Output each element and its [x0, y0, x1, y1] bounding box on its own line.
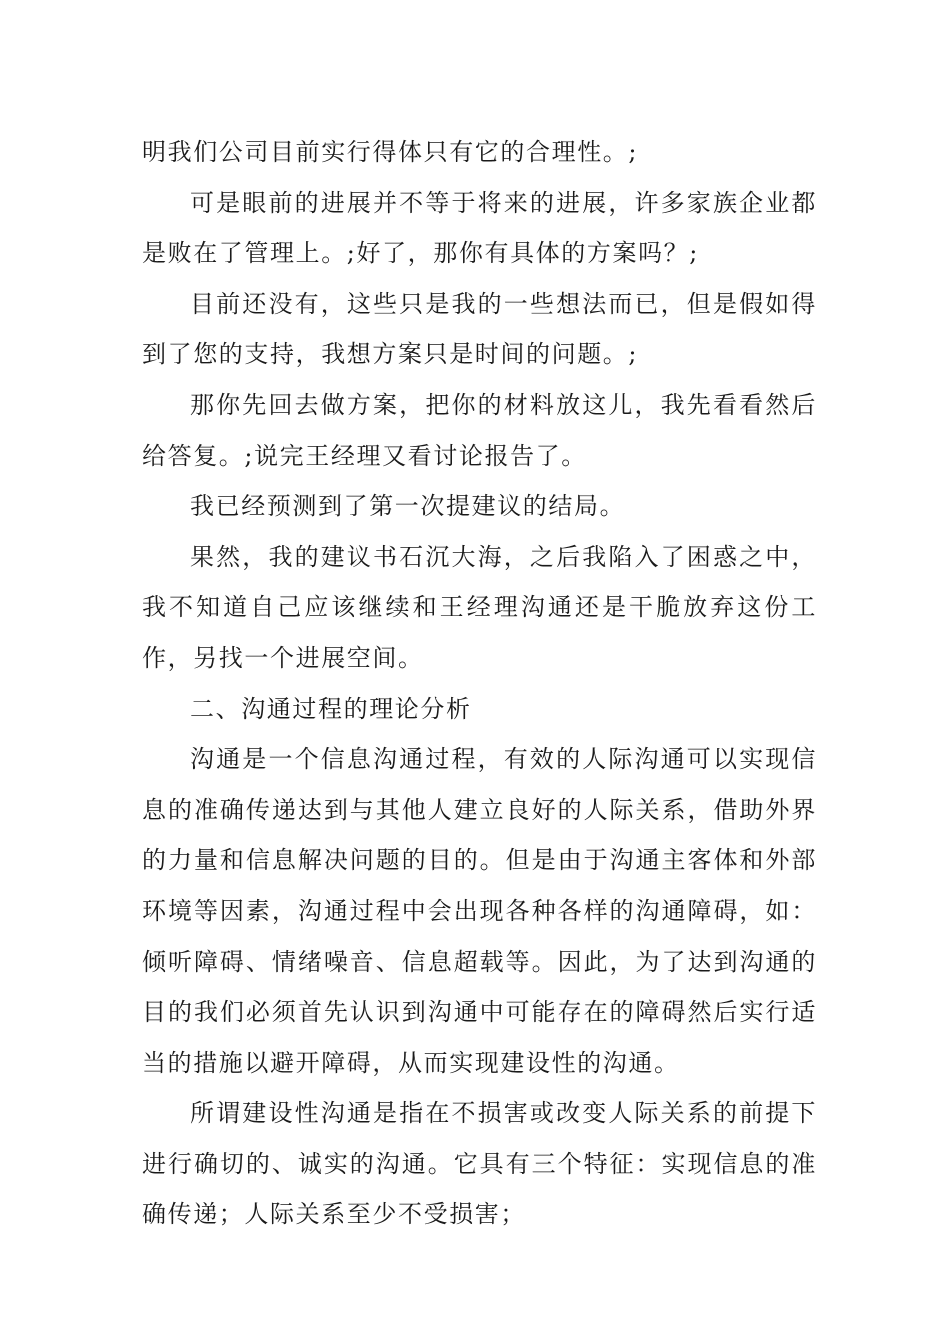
paragraph-no-plan-yet: 目前还没有，这些只是我的一些想法而已，但是假如得到了您的支持，我想方案只是时间的问题。;	[142, 289, 817, 369]
paragraph-progress-vs-future: 可是眼前的进展并不等于将来的进展，许多家族企业都是败在了管理上。;好了，那你有具体的方案吗？;	[142, 188, 817, 268]
paragraph-go-make-plan: 那你先回去做方案，把你的材料放这儿，我先看看然后给答复。;说完王经理又看讨论报告了。	[142, 390, 817, 470]
paragraph-constructive-communication: 所谓建设性沟通是指在不损害或改变人际关系的前提下进行确切的、诚实的沟通。它具有三个特征：实现信息的准确传递；人际关系至少不受损害；	[142, 1099, 817, 1229]
paragraph-communication-theory: 沟通是一个信息沟通过程，有效的人际沟通可以实现信息的准确传递达到与其他人建立良好的人际关系，借助外界的力量和信息解决问题的目的。但是由于沟通主客体和外部环境等因素，沟通过程中会出现各种各样的沟通障碍，如：倾听障碍、情绪噪音、信息超载等。因此，为了达到沟通的目的我们必须首先认识到沟通中可能存在的障碍然后实行适当的措施以避开障碍，从而实现建设性的沟通。	[142, 745, 817, 1077]
paragraph-continuation: 明我们公司目前实行得体只有它的合理性。;	[142, 138, 639, 166]
section-heading: 二、沟通过程的理论分析	[190, 694, 472, 723]
paragraph-predicted-outcome: 我已经预测到了第一次提建议的结局。	[190, 492, 626, 521]
document-body	[142, 127, 817, 1240]
paragraph-confusion: 果然，我的建议书石沉大海，之后我陷入了困惑之中，我不知道自己应该继续和王经理沟通还是干脆放弃这份工作，另找一个进展空间。	[142, 542, 817, 672]
